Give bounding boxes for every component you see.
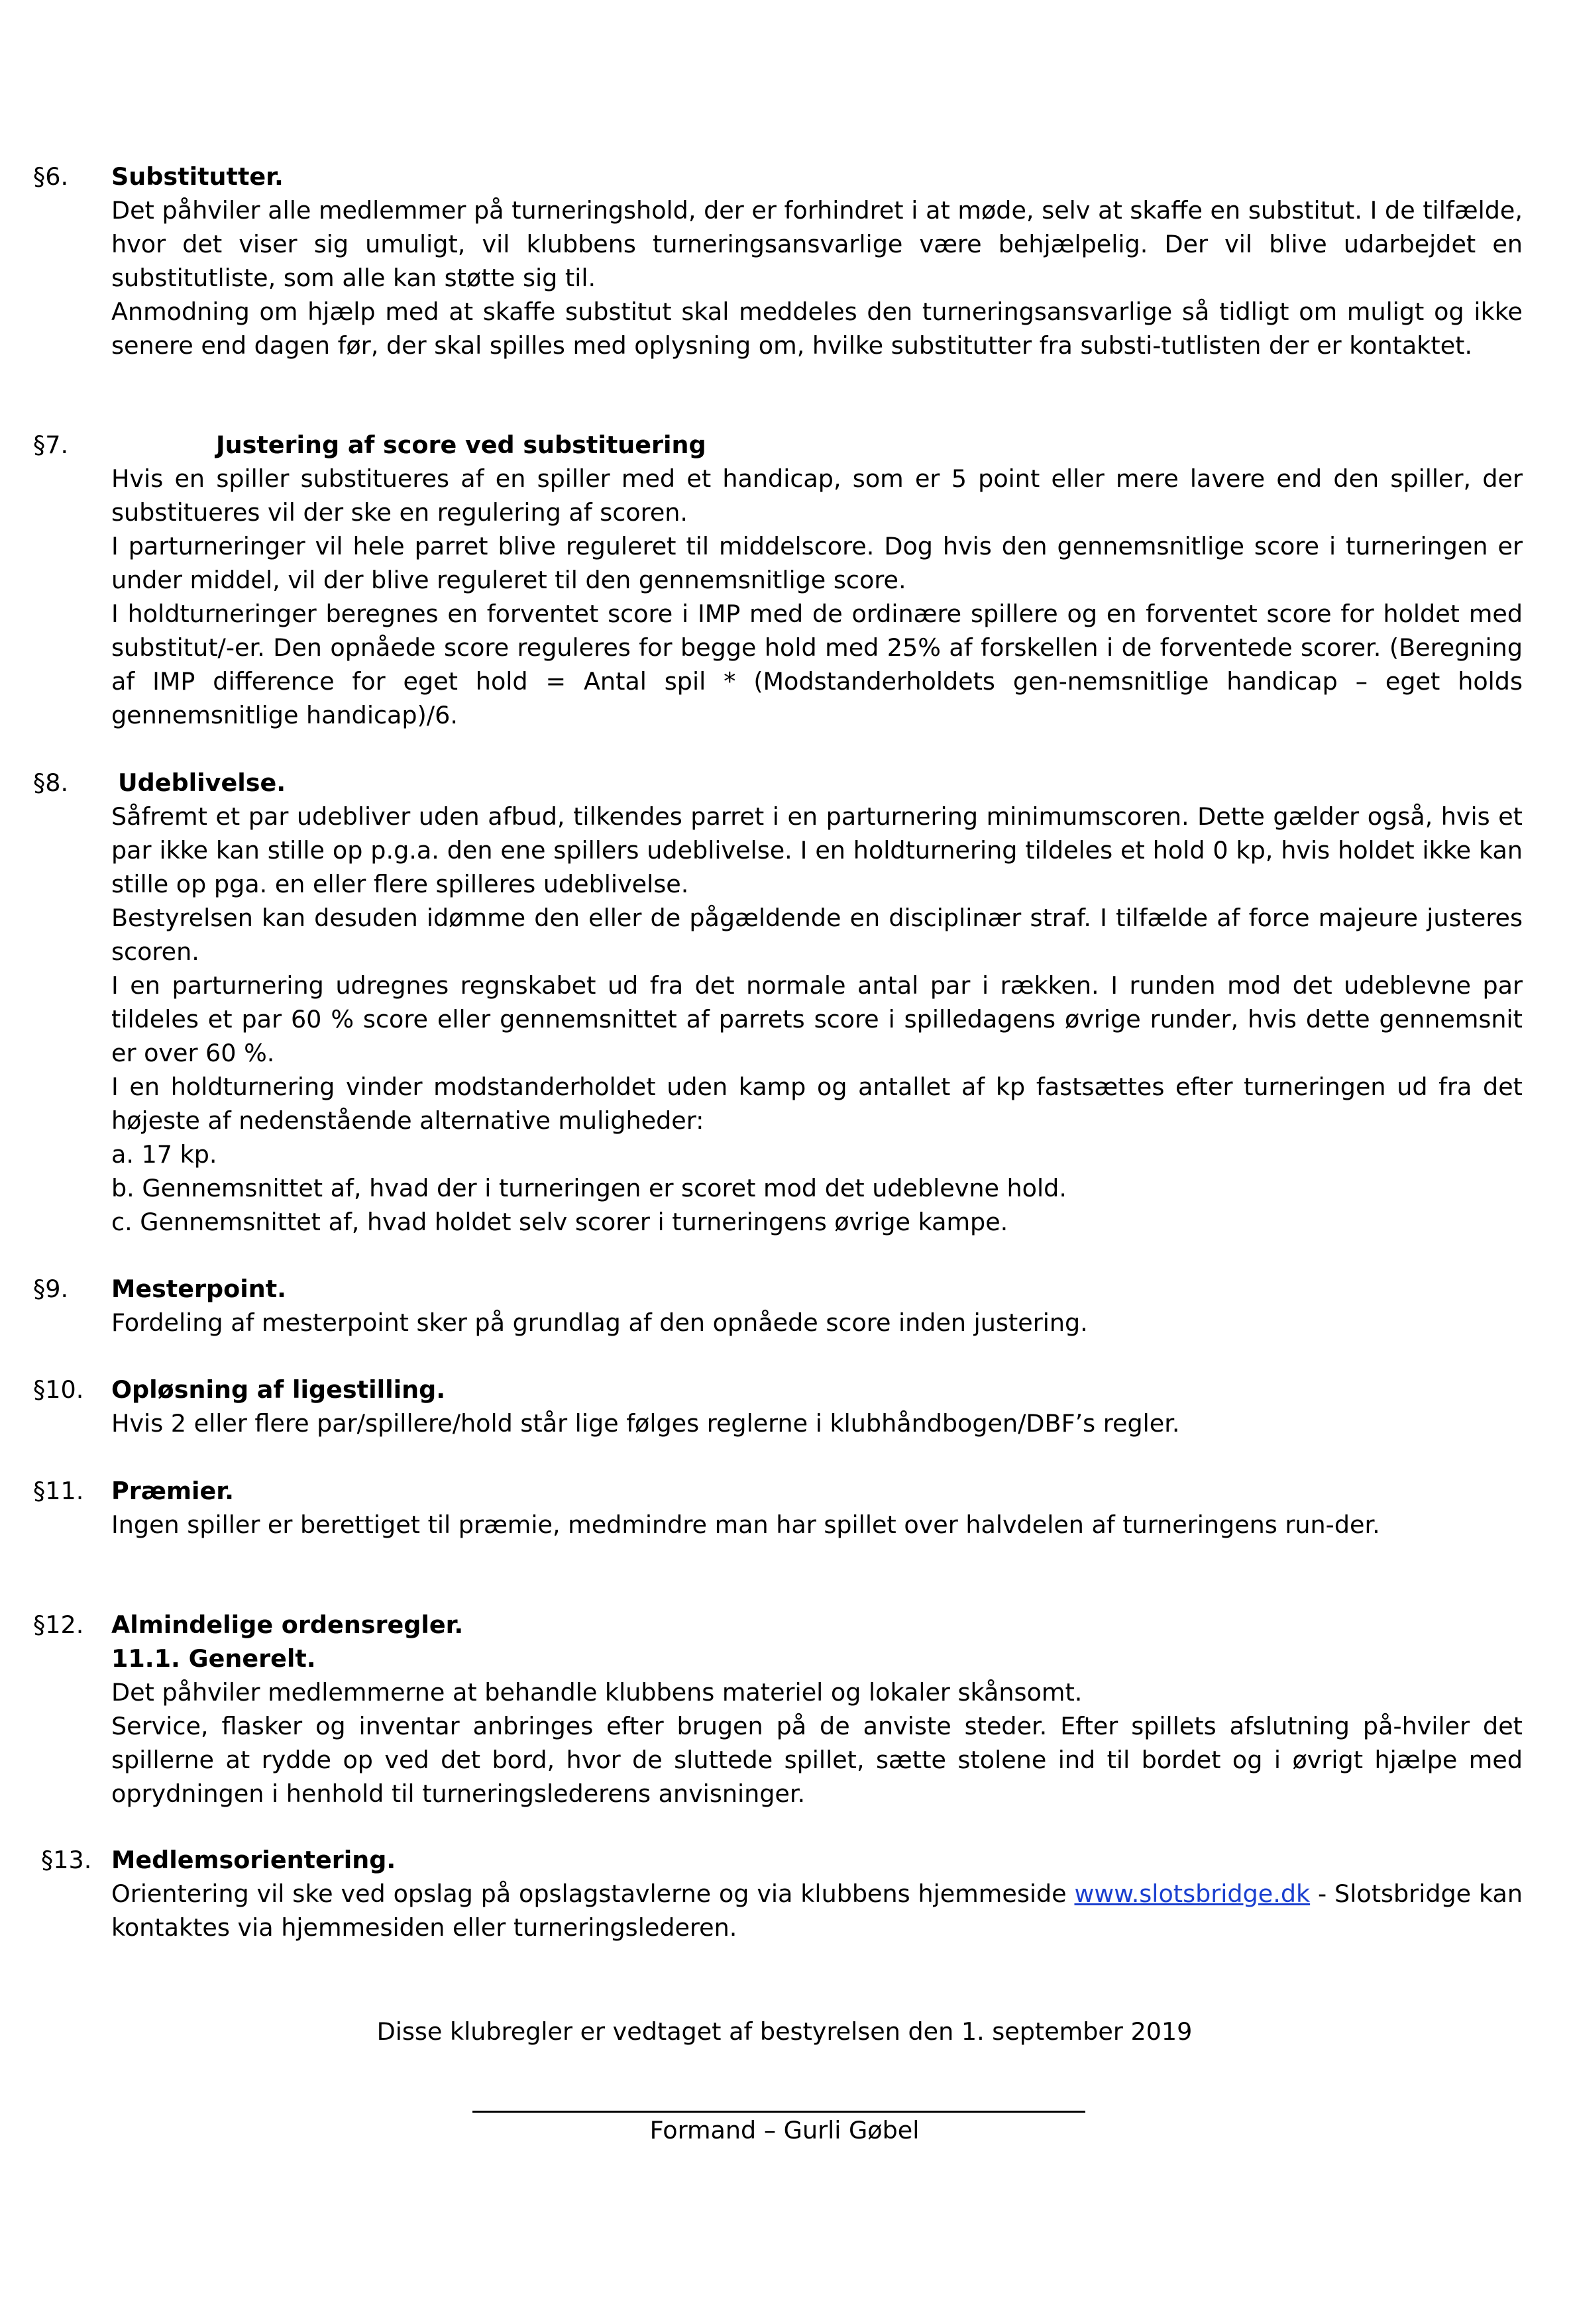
paragraph: Service, flasker og inventar anbringes efter brugen på de anviste steder. Efter spillets afslutning på-hviler det spillerne at rydde op ved det bord, hvor de sluttede spillet, sætte stolene ind til bordet og i øvrigt hjælpe med oprydningen i henhold til turneringslederens anvisninger. (111, 1712, 1523, 1808)
paragraph (111, 1877, 1523, 1944)
section-title: Præmier. (111, 1477, 234, 1505)
section-6 (33, 160, 1524, 362)
signature-name: Formand – Gurli Gøbel (649, 2116, 920, 2144)
section-number: §7. (33, 431, 69, 459)
section-title: Medlemsorientering. (111, 1846, 396, 1874)
section-number: §11. (33, 1477, 84, 1505)
section-10 (33, 1373, 1524, 1440)
paragraph: Ingen spiller er berettiget til præmie, medmindre man har spillet over halvdelen af turneringens run-der. (111, 1510, 1380, 1539)
paragraph: Bestyrelsen kan desuden idømme den eller de pågældende en disciplinær straf. I tilfælde af force majeure justeres scoren. (111, 904, 1523, 966)
paragraph: I holdturneringer beregnes en forventet score i IMP med de ordinære spillere og en forventet score for holdet med substitut/-er. Den opnåede score reguleres for begge hold med 25% af forskellen i de forventede scorer. (Beregning af IMP difference for eget hold = Antal spil * (Modstanderholdets gen-nemsnitlige handicap – eget holds gennemsnitlige handicap)/6. (111, 600, 1523, 729)
website-link[interactable]: www.slotsbridge.dk (1074, 1879, 1311, 1908)
paragraph-text: Orientering vil ske ved opslag på opslagstavlerne og via klubbens hjemmeside (111, 1879, 1075, 1908)
paragraph: Såfremt et par udebliver uden afbud, tilkendes parret i en parturnering minimumscoren. Dette gælder også, hvis et par ikke kan stille op p.g.a. den ene spillers udeblivelse. I en holdturnering tildeles et hold 0 kp, hvis holdet ikke kan stille op pga. en eller flere spilleres udeblivelse. (111, 802, 1523, 898)
section-13 (33, 1843, 1524, 1944)
paragraph: I parturneringer vil hele parret blive reguleret til middelscore. Dog hvis den gennemsnitlige score i turneringen er under middel, vil der blive reguleret til den gennemsnitlige score. (111, 532, 1523, 594)
section-number: §8. (33, 768, 69, 797)
section-title: Udeblivelse. (118, 768, 286, 797)
paragraph: Fordeling af mesterpoint sker på grundlag af den opnåede score inden justering. (111, 1308, 1088, 1337)
list-item: a. 17 kp. (111, 1140, 217, 1169)
section-number: §6. (33, 162, 69, 191)
section-8 (33, 766, 1524, 1239)
section-subtitle: 11.1. Generelt. (111, 1644, 316, 1673)
paragraph: I en parturnering udregnes regnskabet ud fra det normale antal par i rækken. I runden mod det udeblevne par tildeles et par 60 % score eller gennemsnittet af parrets score i spilledagens øvrige runder, hvis dette gennemsnit er over 60 %. (111, 971, 1523, 1067)
paragraph-text: - Slotsbridge kan kontaktes via hjemmesiden eller turneringslederen. (111, 1879, 1523, 1942)
list-item: b. Gennemsnittet af, hvad der i turneringen er scoret mod det udeblevne hold. (111, 1174, 1067, 1202)
section-number: §10. (33, 1375, 84, 1404)
section-11 (33, 1474, 1524, 1542)
signature-line (472, 2111, 1085, 2113)
section-title: Almindelige ordensregler. (111, 1611, 464, 1639)
paragraph: Det påhviler alle medlemmer på turneringshold, der er forhindret i at møde, selv at skaffe en substitut. I de tilfælde, hvor det viser sig umuligt, vil klubbens turneringsansvarlige være behjælpelig. Der vil blive udarbejdet en substitutliste, som alle kan støtte sig til. (111, 196, 1523, 292)
paragraph: Hvis 2 eller flere par/spillere/hold står lige følges reglerne i klubhåndbogen/DBF’s regler. (111, 1409, 1180, 1438)
paragraph: I en holdturnering vinder modstanderholdet uden kamp og antallet af kp fastsættes efter turneringen ud fra det højeste af nedenstående alternative muligheder: (111, 1073, 1523, 1135)
paragraph: Anmodning om hjælp med at skaffe substitut skal meddeles den turneringsansvarlige så tidligt om muligt og ikke senere end dagen før, der skal spilles med oplysning om, hvilke substitutter fra substi-tutlisten der er kontaktet. (111, 297, 1523, 360)
paragraph: Det påhviler medlemmerne at behandle klubbens materiel og lokaler skånsomt. (111, 1678, 1083, 1707)
section-title: Justering af score ved substituering (216, 431, 706, 459)
section-number: §9. (33, 1275, 69, 1303)
list-item: c. Gennemsnittet af, hvad holdet selv scorer i turneringens øvrige kampe. (111, 1208, 1008, 1236)
section-9 (33, 1272, 1524, 1340)
section-number: §12. (33, 1611, 84, 1639)
section-7 (33, 428, 1524, 732)
section-title: Mesterpoint. (111, 1275, 287, 1303)
section-12 (33, 1608, 1524, 1811)
paragraph: Hvis en spiller substitueres af en spiller med et handicap, som er 5 point eller mere lavere end den spiller, der substitueres vil der ske en regulering af scoren. (111, 464, 1523, 527)
section-title: Opløsning af ligestilling. (111, 1375, 446, 1404)
adoption-statement: Disse klubregler er vedtaget af bestyrelsen den 1. september 2019 (376, 2017, 1193, 2046)
section-number: §13. (41, 1846, 92, 1874)
section-title: Substitutter. (111, 162, 284, 191)
